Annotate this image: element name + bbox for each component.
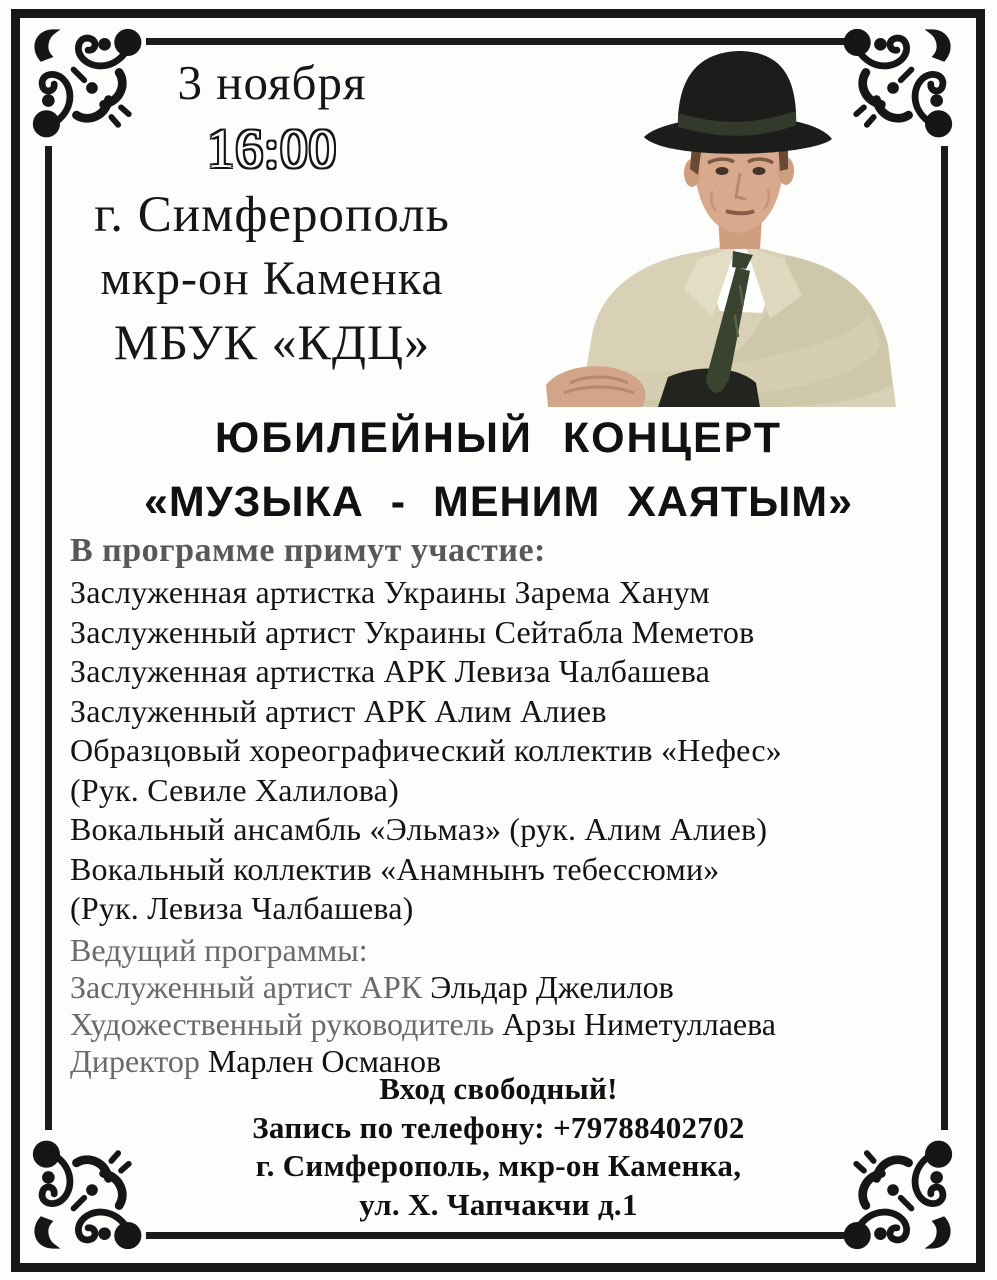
event-city: г. Симферополь: [94, 187, 450, 243]
footer-phone: Запись по телефону: +79788402702: [252, 1109, 745, 1145]
participant-line: Вокальный коллектив «Анамнынъ тебессюми»: [70, 850, 720, 887]
credit-name: Марлен Османов: [207, 1042, 442, 1079]
event-district: мкр-он Каменка: [100, 252, 444, 305]
credit-label: Художественный руководитель: [70, 1005, 495, 1042]
inner-border-top: [146, 38, 847, 45]
footer-address-line1: г. Симферополь, мкр-он Каменка,: [255, 1148, 742, 1183]
inner-border-left: [45, 146, 52, 1130]
credit-name: Эльдар Джелилов: [430, 968, 674, 1005]
event-date: 3 ноября: [177, 55, 367, 110]
title-line-1: ЮБИЛЕЙНЫЙ КОНЦЕРТ: [214, 414, 783, 462]
program-section: [70, 529, 930, 1080]
participant-line: Образцовый хореографический коллектив «Нефес»: [70, 732, 782, 768]
footer-address-line2: ул. Х. Чапчакчи д.1: [359, 1186, 638, 1222]
inner-border-bottom: [146, 1232, 847, 1239]
event-time: 16:00: [206, 118, 338, 179]
participant-line: Заслуженный артист АРК Алим Алиев: [70, 692, 607, 729]
event-title: [0, 406, 997, 534]
participant-line: Заслуженная артистка АРК Левиза Чалбашева: [70, 653, 711, 689]
title-line-2: «МУЗЫКА - МЕНИМ ХАЯТЫМ»: [144, 478, 853, 526]
host-credit: [70, 969, 930, 1006]
credit-name: Арзы Ниметуллаева: [502, 1005, 776, 1042]
credit-label: Заслуженный артист АРК: [70, 968, 423, 1005]
artistic-director-credit: [70, 1006, 930, 1043]
footer-block: [0, 1070, 997, 1224]
host-heading: Ведущий программы:: [70, 931, 368, 968]
participant-line: (Рук. Левиза Чалбашева): [70, 890, 414, 926]
participant-line: Заслуженная артистка Украины Зарема Ханум: [70, 574, 710, 610]
footer-free-entry: Вход свободный!: [379, 1071, 618, 1106]
event-venue: МБУК «КДЦ»: [113, 314, 431, 370]
man-in-fedora-photo: [540, 45, 960, 407]
event-info-block: [52, 55, 492, 381]
credit-label: Директор: [70, 1042, 200, 1079]
program-heading: В программе примут участие:: [70, 532, 546, 569]
participant-line: (Рук. Севиле Халилова): [70, 771, 399, 808]
participant-line: Вокальный ансамбль «Эльмаз» (рук. Алим Алиев): [70, 811, 768, 847]
participant-line: Заслуженный артист Украины Сейтабла Меметов: [70, 613, 755, 650]
